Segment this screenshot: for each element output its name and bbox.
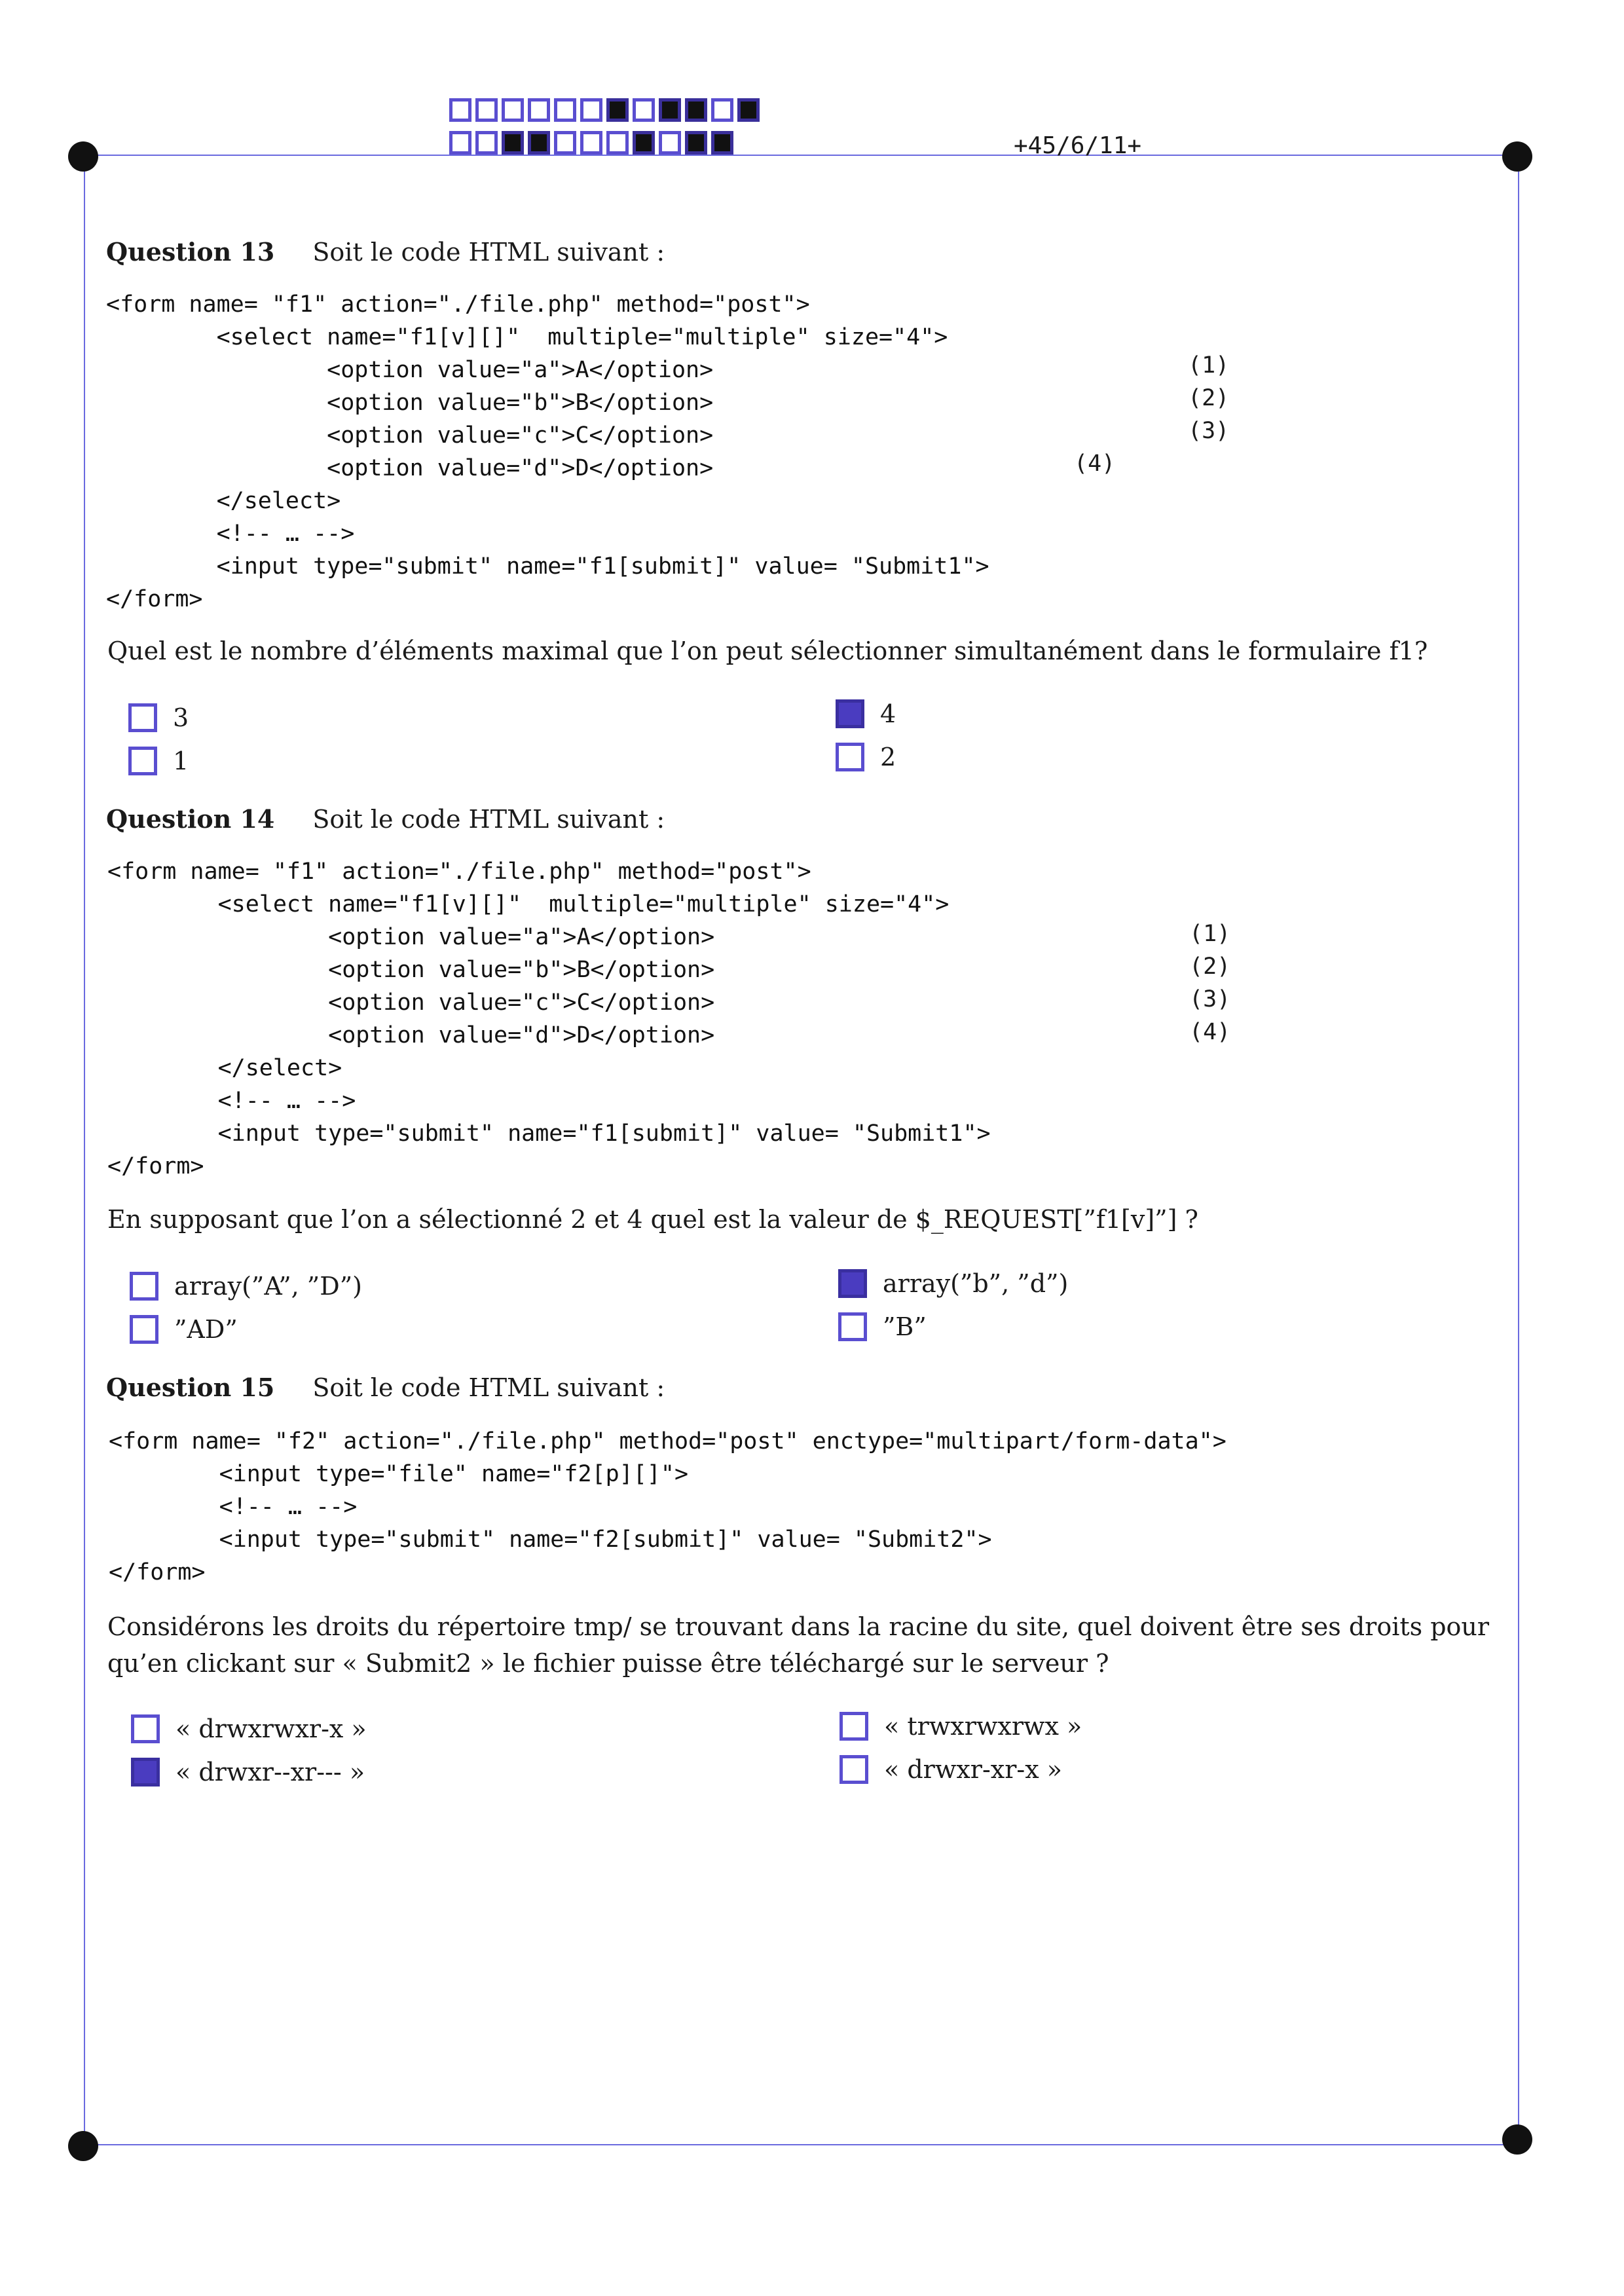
answer-checkbox[interactable] [131, 1714, 160, 1743]
corner-mark-top-left [68, 141, 98, 172]
answer-label: ”B” [883, 1312, 927, 1341]
question-14-heading [106, 804, 665, 834]
answer-label: 4 [880, 699, 896, 728]
question-intro: Soit le code HTML suivant : [312, 1373, 665, 1402]
answer-option[interactable] [836, 699, 896, 728]
barcode-row-1 [449, 98, 764, 122]
code-line: </select> [106, 488, 341, 514]
code-line: <form name= "f2" action="./file.php" method="post" enctype="multipart/form-data"> [109, 1428, 1227, 1454]
page-id: +45/6/11+ [1014, 132, 1142, 159]
question-prompt: Quel est le nombre d’éléments maximal que l’on peut sélectionner simultanément dans le formulaire f1? [107, 637, 1428, 665]
code-line: <input type="submit" name="f2[submit]" value= "Submit2"> [109, 1527, 992, 1553]
question-13-heading [106, 237, 665, 267]
code-line: <select name="f1[v][]" multiple="multiple" size="4"> [106, 324, 948, 350]
code-block-q15 [109, 1425, 1227, 1589]
line-mark: (1) [1188, 352, 1230, 379]
answer-option[interactable] [840, 1755, 1062, 1784]
answer-label: 1 [173, 747, 189, 775]
code-line: <option value="c">C</option> [107, 990, 715, 1016]
question-intro: Soit le code HTML suivant : [312, 238, 665, 267]
line-mark: (1) [1189, 921, 1231, 947]
answer-checkbox[interactable] [840, 1755, 868, 1784]
line-mark: (3) [1188, 418, 1230, 444]
barcode-row-2 [449, 131, 737, 155]
answer-checkbox-checked[interactable] [838, 1269, 867, 1298]
line-mark: (4) [1189, 1019, 1231, 1045]
corner-mark-bottom-left [68, 2131, 98, 2161]
line-mark: (4) [1074, 451, 1116, 477]
code-line: <select name="f1[v][]" multiple="multiple" size="4"> [107, 891, 950, 917]
answer-label: array(”A”, ”D”) [174, 1272, 362, 1301]
code-block-q14 [107, 855, 991, 1183]
code-line: <form name= "f1" action="./file.php" method="post"> [106, 291, 810, 318]
answer-option[interactable] [838, 1312, 927, 1341]
question-title: Question 14 [106, 804, 275, 834]
answer-checkbox[interactable] [836, 743, 864, 771]
code-line: </form> [109, 1559, 206, 1585]
answer-checkbox[interactable] [130, 1315, 158, 1344]
question-15-heading [106, 1373, 665, 1402]
code-line: <input type="submit" name="f1[submit]" value= "Submit1"> [106, 553, 989, 580]
question-prompt: Considérons les droits du répertoire tmp/ se trouvant dans la racine du site, quel doivent être ses droits pour qu’en clickant sur « Submit2 » le fichier puisse être téléchargé sur le serveur ? [107, 1612, 1490, 1678]
answer-option[interactable] [836, 743, 896, 771]
answer-option[interactable] [131, 1714, 367, 1743]
answer-label: « drwxr-xr-x » [884, 1755, 1062, 1784]
code-line: </form> [107, 1153, 204, 1179]
answer-option[interactable] [838, 1269, 1068, 1298]
code-block-q13 [106, 288, 989, 616]
answer-checkbox[interactable] [128, 703, 157, 732]
question-prompt: En supposant que l’on a sélectionné 2 et 4 quel est la valeur de $_REQUEST[”f1[v]”] ? [107, 1205, 1198, 1234]
answer-option[interactable] [840, 1712, 1082, 1741]
code-line: <!-- … --> [107, 1088, 356, 1114]
code-line: <option value="c">C</option> [106, 422, 714, 449]
line-mark: (2) [1188, 385, 1230, 411]
answer-label: array(”b”, ”d”) [883, 1269, 1069, 1298]
code-line: <input type="file" name="f2[p][]"> [109, 1461, 689, 1487]
code-line: <form name= "f1" action="./file.php" method="post"> [107, 859, 811, 885]
answer-checkbox-checked[interactable] [131, 1758, 160, 1787]
question-intro: Soit le code HTML suivant : [312, 805, 665, 834]
answer-label: ”AD” [174, 1315, 238, 1344]
code-line: <option value="b">B</option> [106, 390, 714, 416]
answer-label: « trwxrwxrwx » [884, 1712, 1082, 1741]
answer-label: « drwxr--xr--- » [175, 1758, 365, 1787]
answer-option[interactable] [130, 1272, 362, 1301]
answer-checkbox[interactable] [838, 1312, 867, 1341]
question-title: Question 13 [106, 237, 275, 267]
code-line: <option value="d">D</option> [106, 455, 714, 481]
code-line: <option value="a">A</option> [106, 357, 714, 383]
code-line: </form> [106, 586, 203, 612]
answer-option[interactable] [131, 1758, 365, 1787]
line-mark: (3) [1189, 986, 1231, 1012]
question-title: Question 15 [106, 1373, 275, 1402]
answer-checkbox[interactable] [128, 747, 157, 775]
answer-label: 2 [880, 743, 896, 771]
answer-checkbox[interactable] [130, 1272, 158, 1301]
code-line: <option value="a">A</option> [107, 924, 715, 950]
answer-option[interactable] [130, 1315, 238, 1344]
code-line: <option value="b">B</option> [107, 957, 715, 983]
answer-label: « drwxrwxr-x » [175, 1714, 367, 1743]
corner-mark-top-right [1502, 141, 1532, 172]
code-line: <!-- … --> [106, 521, 355, 547]
line-mark: (2) [1189, 954, 1231, 980]
corner-mark-bottom-right [1502, 2124, 1532, 2155]
answer-option[interactable] [128, 703, 189, 732]
answer-option[interactable] [128, 747, 189, 775]
code-line: <input type="submit" name="f1[submit]" value= "Submit1"> [107, 1120, 991, 1147]
code-line: </select> [107, 1055, 342, 1081]
answer-label: 3 [173, 703, 189, 732]
answer-checkbox[interactable] [840, 1712, 868, 1741]
code-line: <!-- … --> [109, 1494, 358, 1520]
answer-checkbox-checked[interactable] [836, 699, 864, 728]
code-line: <option value="d">D</option> [107, 1022, 715, 1048]
